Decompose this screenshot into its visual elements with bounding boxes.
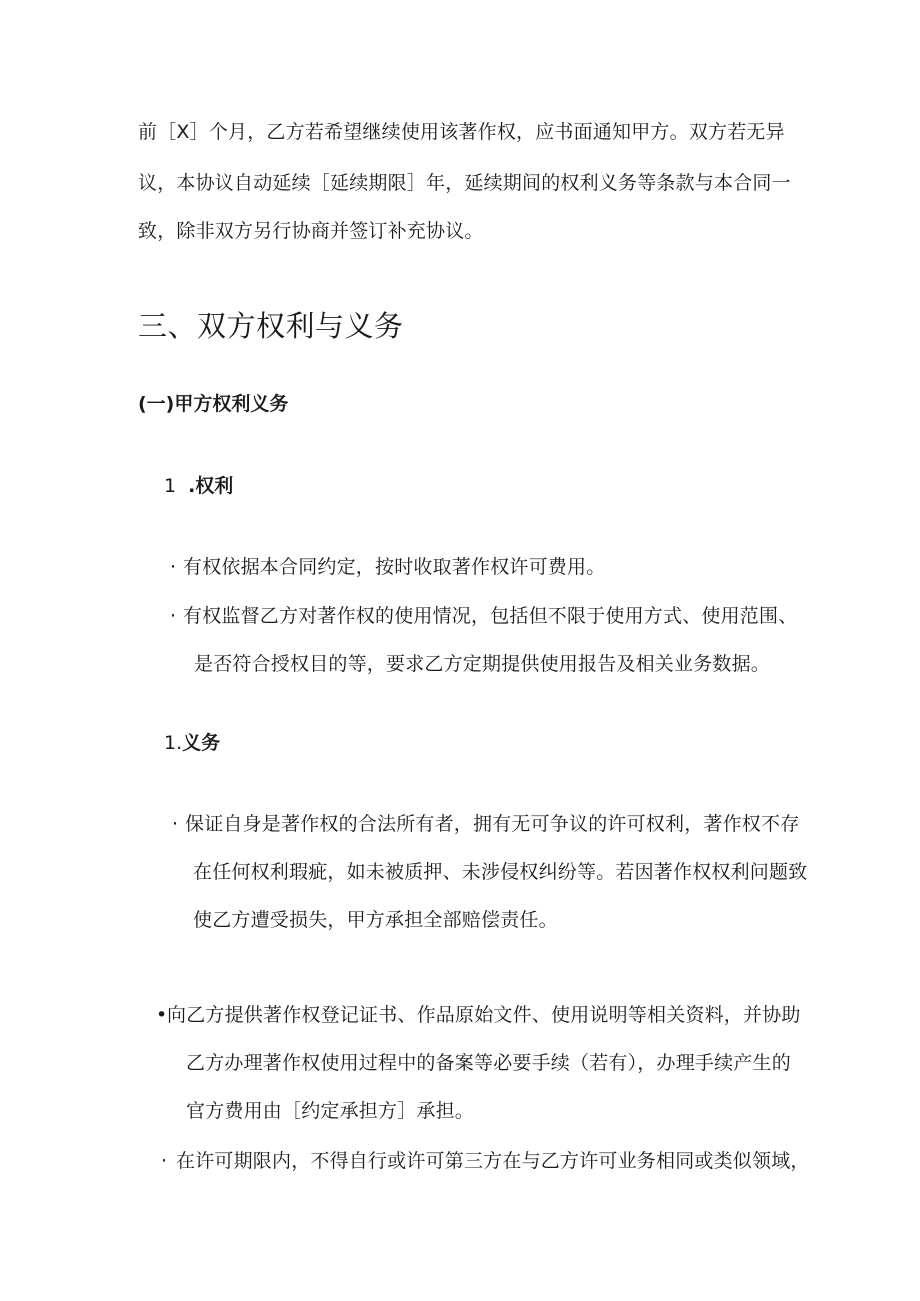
obligations-item-1-line-2: 在任何权利瑕疵，如未被质押、未涉侵权纠纷等。若因著作权权利问题致 <box>193 861 808 883</box>
subsection-title: (一)甲方权利义务 <box>138 393 289 415</box>
bullet: • <box>156 1004 168 1026</box>
obligations-item-3-line-1: 在许可期限内，不得自行或许可第三方在与乙方许可业务相同或类似领域， <box>176 1150 810 1172</box>
rights-item-1-line-1: 有权依据本合同约定，按时收取著作权许可费用。 <box>183 556 606 578</box>
obligations-label: 义务 <box>182 732 221 754</box>
bullet: · <box>170 556 177 578</box>
intro-line-1: 前［X］个月，乙方若希望继续使用该著作权，应书面通知甲方。双方若无异 <box>138 121 785 143</box>
bullet: · <box>161 1150 168 1172</box>
obligations-item-1-line-1: 保证自身是著作权的合法所有者，拥有无可争议的许可权利，著作权不存 <box>185 813 800 835</box>
rights-heading <box>164 474 233 498</box>
bullet: · <box>172 813 179 835</box>
intro-line-2: 议，本协议自动延续［延续期限］年，延续期间的权利义务等条款与本合同一 <box>138 172 791 194</box>
rights-number: 1 <box>164 475 177 497</box>
obligations-number: 1. <box>164 732 183 754</box>
obligations-item-2-line-3: 官方费用由［约定承担方］承担。 <box>186 1100 475 1122</box>
rights-item-2-line-2: 是否符合授权目的等，要求乙方定期提供使用报告及相关业务数据。 <box>194 653 771 675</box>
obligations-heading <box>164 731 220 755</box>
obligations-item-2-line-1: 向乙方提供著作权登记证书、作品原始文件、使用说明等相关资料，并协助 <box>167 1004 801 1026</box>
obligations-item-2-line-2: 乙方办理著作权使用过程中的备案等必要手续（若有），办理手续产生的 <box>186 1052 791 1074</box>
intro-line-3: 致，除非双方另行协商并签订补充协议。 <box>138 220 484 242</box>
rights-item-2-line-1: 有权监督乙方对著作权的使用情况，包括但不限于使用方式、使用范围、 <box>183 605 798 627</box>
section-title: 三、双方权利与义务 <box>138 309 404 343</box>
rights-label: .权利 <box>188 475 234 497</box>
obligations-item-1-line-3: 使乙方遭受损失，甲方承担全部赔偿责任。 <box>193 909 558 931</box>
bullet: · <box>170 605 177 627</box>
